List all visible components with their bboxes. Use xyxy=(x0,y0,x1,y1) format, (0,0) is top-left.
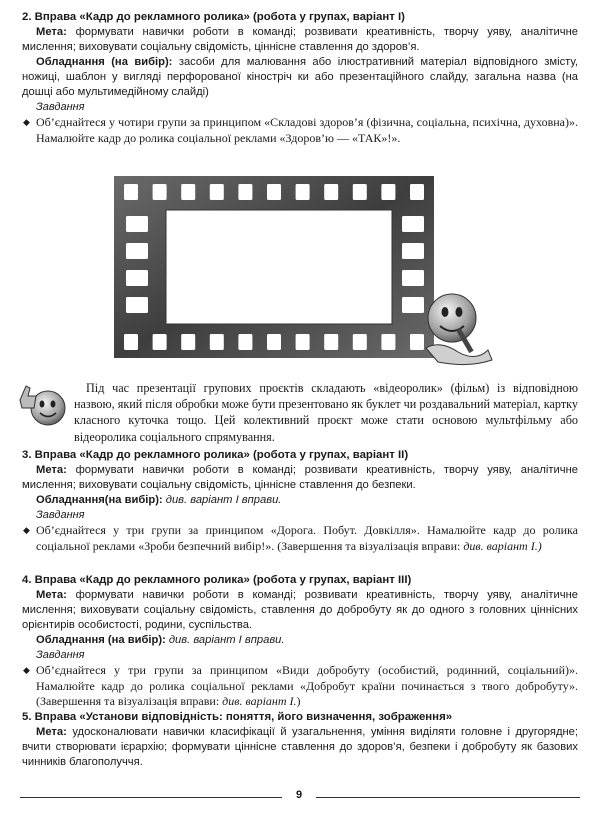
exercise-4 xyxy=(22,573,578,710)
equipment-label: Обладнання (на вибір): xyxy=(36,56,173,68)
exercise-4-title: 4. Вправа «Кадр до рекламного ролика» (робота у групах, варіант ІІІ) xyxy=(22,574,412,586)
bullet-diamond-icon: ◆ xyxy=(23,665,30,675)
exercise-3-task xyxy=(22,523,578,554)
film-perforation xyxy=(353,334,367,350)
film-perforation xyxy=(296,184,310,200)
equipment-label: Обладнання (на вибір): xyxy=(36,634,166,646)
task-text: Об’єднайтеся у три групи за принципом «Дорога. Побут. Довкілля». Намалюйте кадр до ролика соціальної реклами «Зроби безпечний вибір!». (Завершення та візуалізація вправи: xyxy=(36,523,578,553)
film-perforation xyxy=(124,334,138,350)
goal-label: Мета: xyxy=(36,726,67,738)
film-perforation xyxy=(324,334,338,350)
task-label: Завдання xyxy=(36,101,85,113)
equipment-label: Обладнання(на вибір): xyxy=(36,494,163,506)
film-perforation xyxy=(126,243,148,259)
goal-text: удосконалювати навички класифікації й узагальнення, уміння виділяти головне і другорядне; вчити створювати ієрархію; формувати ціннісне ставлення до здоров’я, безпеки і добробуту як базових чинників благополуччя. xyxy=(22,726,578,768)
exercise-2-goal xyxy=(22,25,578,55)
film-perforation xyxy=(410,184,424,200)
task-label: Завдання xyxy=(36,649,85,661)
page-number: 9 xyxy=(295,789,303,801)
exercise-4-goal xyxy=(22,588,578,633)
task-reference: див. варіант І.) xyxy=(463,538,542,553)
film-perforation xyxy=(402,270,424,286)
exercise-3-goal xyxy=(22,463,578,493)
exercise-2-equipment xyxy=(22,55,578,100)
presentation-paragraph: Під час презентації групових проєктів складають «відеоролик» (фільм) із відповідною назвою, який після обробки може бути презентовано як буклет чи роздавальний матеріал, картку класного куточка тощо. Цей колективний проєкт може стати основою мультфільму або відеоролика соціального спрямування. xyxy=(74,381,578,444)
exercise-3-equipment xyxy=(22,493,578,508)
footer-rule-right xyxy=(316,797,580,798)
smiley-thumbs-up-icon xyxy=(16,380,74,430)
film-perforation xyxy=(402,216,424,232)
film-perforation xyxy=(126,297,148,313)
film-perforation xyxy=(296,334,310,350)
equipment-text: засоби для малювання або ілюстративний матеріал відповідного змісту, ножиці, шаблон у вигляді перфорованої кіностріч ки або презентаційного слайду, загальна назва (на дошці або мультимедійному слайді) xyxy=(22,56,578,98)
film-perforation xyxy=(126,216,148,232)
exercise-4-equipment xyxy=(22,633,578,648)
film-perforation xyxy=(267,334,281,350)
film-perforation xyxy=(210,334,224,350)
equipment-text: див. варіант І вправи. xyxy=(168,634,285,646)
smiley-pencil-icon xyxy=(418,290,496,368)
equipment-text: див. варіант І вправи. xyxy=(165,494,282,506)
film-perforation xyxy=(238,184,252,200)
goal-text: формувати навички роботи в команді; розвивати креативність, творчу уяву, аналітичне мислення; виховувати соціальну свідомість, ціннісне ставлення до здоров’я. xyxy=(22,26,578,53)
task-text: Об’єднайтеся у три групи за принципом «Види добробуту (особистий, родинний, соціальний)». Намалюйте кадр до ролика соціальної реклами «Добробут країни починається з твого добробуту». (Завершення та візуалізація вправи: xyxy=(36,663,578,708)
exercise-5-title: 5. Вправа «Установи відповідність: поняття, його визначення, зображення» xyxy=(22,711,453,723)
film-perforation xyxy=(124,184,138,200)
film-perforation xyxy=(267,184,281,200)
film-perforation xyxy=(353,184,367,200)
goal-text: формувати навички роботи в команді; розвивати креативність, творчу уяву, аналітичне мислення; виховувати соціальну свідомість, ціннісне ставлення до безпеки. xyxy=(22,464,578,491)
bullet-diamond-icon: ◆ xyxy=(23,525,30,535)
goal-label: Мета: xyxy=(36,589,67,601)
film-perforation xyxy=(381,334,395,350)
exercise-3 xyxy=(22,448,578,554)
film-perforation xyxy=(238,334,252,350)
exercise-2 xyxy=(22,10,578,146)
footer-rule-left xyxy=(20,797,282,798)
film-perforation xyxy=(126,270,148,286)
goal-label: Мета: xyxy=(36,26,67,38)
film-perforation xyxy=(153,334,167,350)
film-perforation xyxy=(181,334,195,350)
film-strip-illustration xyxy=(112,172,436,362)
exercise-2-title: 2. Вправа «Кадр до рекламного ролика» (робота у групах, варіант І) xyxy=(22,11,405,23)
task-reference: див. варіант І. xyxy=(222,694,297,708)
film-perforation xyxy=(381,184,395,200)
film-perforation xyxy=(402,243,424,259)
goal-text: формувати навички роботи в команді; розвивати креативність, творчу уяву, аналітичне мислення; виховувати соціальну свідомість, ставлення до добробуту як до одного з головних ціннісних орієнтирів особистості, родини, суспільства. xyxy=(22,589,578,631)
task-label: Завдання xyxy=(36,509,85,521)
film-perforation xyxy=(153,184,167,200)
exercise-3-title: 3. Вправа «Кадр до рекламного ролика» (робота у групах, варіант ІІ) xyxy=(22,449,409,461)
film-perforation xyxy=(181,184,195,200)
exercise-5 xyxy=(22,710,578,770)
exercise-5-goal xyxy=(22,725,578,770)
exercise-4-task: ◆ Об’єднайтеся у три групи за принципом «Види добробуту (особистий, родинний, соціальний)». Намалюйте кадр до ролика соціальної реклами «Добробут країни починається з твого добробуту». (Завершення та візуалізація вправи: див. варіант І.) xyxy=(23,663,578,708)
task-text: Об’єднайтеся у чотири групи за принципом «Складові здоров’я (фізична, соціальна, психічна, духовна)». Намалюйте кадр до ролика соціальної реклами «Здоров’ю — «ТАК»!». xyxy=(36,115,578,145)
goal-label: Мета: xyxy=(36,464,67,476)
film-perforation xyxy=(210,184,224,200)
exercise-2-task xyxy=(22,115,578,146)
film-perforation xyxy=(324,184,338,200)
bullet-diamond-icon: ◆ xyxy=(23,117,30,127)
